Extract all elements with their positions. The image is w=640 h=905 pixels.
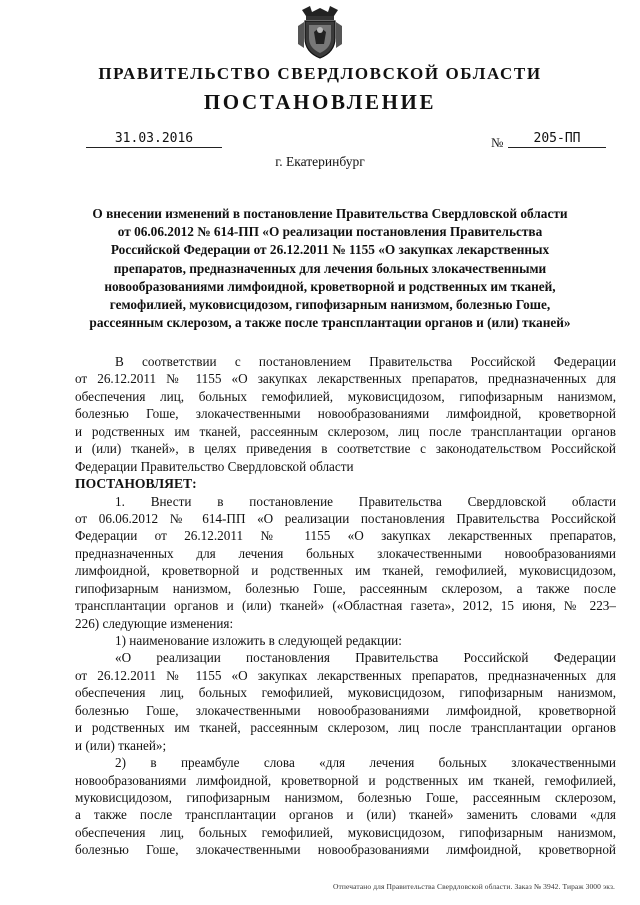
body-line: Федерации от 26.12.2011 № 1155 «О закупках лекарственных препаратов, [75, 528, 616, 544]
print-footer: Отпечатано для Правительства Свердловской области. Заказ № 3942. Тираж 3000 экз. [333, 882, 615, 891]
body-line: предназначенных для лечения больных злокачественными новообразованиями [75, 545, 616, 561]
body-line: Федерации Правительство Свердловской области [75, 458, 354, 474]
number-sign: № [491, 135, 504, 150]
document-type: ПОСТАНОВЛЕНИЕ [203, 90, 437, 114]
body-line: обеспечения лиц, больных гемофилией, муковисцидозом, гипофизарным нанизмом, [75, 685, 616, 701]
body-line: новообразованиями лимфоидной, кроветворной и родственных им тканей, гемофилией, [75, 772, 616, 788]
body-line: и родственных им тканей, рассеянным склерозом, лиц после трансплантации органов [75, 720, 616, 736]
title-line: новообразованиями лимфоидной, кроветворной и родственных им тканей, [104, 278, 556, 294]
title-line: рассеянным склерозом, а также после трансплантации органов и (или) тканей» [89, 315, 571, 331]
body-line: обеспечения лиц, больных гемофилией, муковисцидозом, гипофизарным нанизмом, [75, 388, 616, 404]
body-line: болезнью Гоше, злокачественными новообразованиями лимфоидной, кроветворной [75, 406, 616, 422]
body-line: и (или) тканей», в целях приведения в соответствие с законодательством Российской [75, 441, 616, 457]
title-line: гемофилией, муковисцидозом, гипофизарным нанизмом, болезнью Гоше, [109, 297, 551, 313]
body-line: лимфоидной, кроветворной и родственных им тканей, гемофилией, муковисцидозом, [75, 563, 616, 579]
body-line: трансплантации органов и (или) тканей» («Областная газета», 2012, 15 июня, № 223– [75, 598, 616, 614]
body-line: от 26.12.2011 № 1155 «О закупках лекарственных препаратов, предназначенных для [75, 371, 616, 387]
body-line: обеспечения лиц, больных гемофилией, муковисцидозом, гипофизарным нанизмом, [75, 824, 616, 840]
body-line: гипофизарным нанизмом, болезнью Гоше, рассеянным склерозом, а также после [75, 580, 616, 596]
body-line: 1. Внести в постановление Правительства Свердловской области [115, 493, 616, 509]
title-line: препаратов, предназначенных для лечения больных злокачественными [113, 260, 547, 276]
body-line: а также после трансплантации органов и (или) тканей» заменить словами «для [75, 807, 616, 823]
body-line: болезнью Гоше, злокачественными новообразованиями лимфоидной, кроветворной [75, 702, 616, 718]
body-line: 1) наименование изложить в следующей редакции: [115, 633, 402, 648]
body-line: от 26.12.2011 № 1155 «О закупках лекарственных препаратов, предназначенных для [75, 667, 616, 683]
resolution-heading: ПОСТАНОВЛЯЕТ: [75, 476, 197, 492]
body-line: 2) в преамбуле слова «для лечения больных злокачественными [115, 755, 616, 771]
body-line: муковисцидозом, гипофизарным нанизмом, болезнью Гоше, рассеянным склерозом, [75, 789, 616, 805]
document-date: 31.03.2016 [86, 131, 222, 148]
body-line: 226) следующие изменения: [75, 615, 234, 631]
body-line: болезнью Гоше, злокачественными новообразованиями лимфоидной, кроветворной [75, 842, 616, 858]
title-line: от 06.06.2012 № 614-ПП «О реализации постановления Правительства [117, 224, 543, 240]
title-line: Российской Федерации от 26.12.2011 № 1155 «О закупках лекарственных [110, 242, 550, 258]
document-title [80, 205, 580, 332]
body-line: «О реализации постановления Правительства Российской Федерации [115, 650, 616, 666]
body-line: и (или) тканей»; [75, 737, 167, 753]
document-body [75, 353, 616, 859]
government-name: ПРАВИТЕЛЬСТВО СВЕРДЛОВСКОЙ ОБЛАСТИ [98, 64, 542, 83]
coat-of-arms-icon [296, 4, 344, 60]
document-number: 205-ПП [508, 131, 606, 148]
city: г. Екатеринбург [275, 154, 365, 169]
title-line: О внесении изменений в постановление Правительства Свердловской области [92, 206, 568, 221]
body-line: от 06.06.2012 № 614-ПП «О реализации постановления Правительства Российской [75, 510, 616, 526]
body-line: В соответствии с постановлением Правительства Российской Федерации [115, 354, 616, 369]
body-line: и родственных им тканей, рассеянным склерозом, лиц после трансплантации органов [75, 423, 616, 439]
